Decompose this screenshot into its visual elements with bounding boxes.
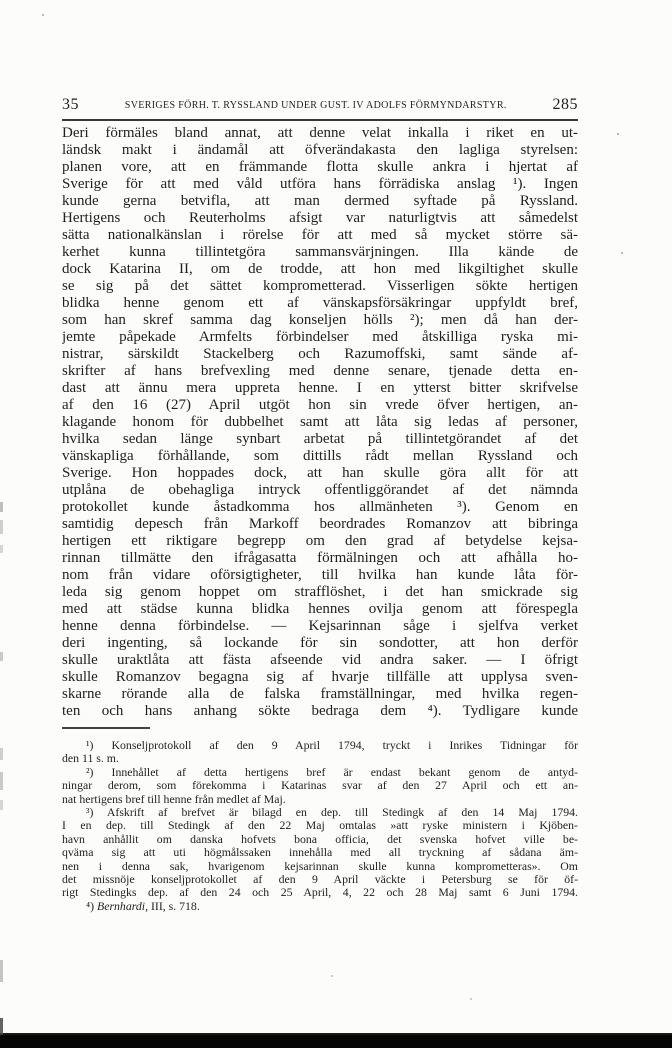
text-line: nen i denna sak, hvarigenom kejsarinnan skulle kunna komprometteras». Om bbox=[62, 859, 578, 873]
scan-speck bbox=[470, 998, 472, 1000]
text-line: se sig på det sättet komprometterad. Visserligen sökte hertigen bbox=[62, 278, 578, 294]
text-line: ¹) Konseljprotokoll af den 9 April 1794, tryckt i Inrikes Tidningar för bbox=[86, 739, 578, 752]
text-line: vänskapliga förhållande, som dittills rådt mellan Ryssland och bbox=[62, 448, 578, 464]
text-line: ten och hans anhang sökte bedraga dem ⁴). Tydligare kunde bbox=[62, 703, 578, 719]
text-line: utplåna de obehagliga intryck offentliggörandet af det nämnda bbox=[62, 482, 578, 498]
text-line: rigt Stedingks dep. af den 24 och 25 April, 4, 22 och 28 Maj samt 6 Juni 1794. bbox=[62, 886, 578, 900]
text-line: ningar derom, som förekomma i Katarinas svar af den 27 April och ett an- bbox=[62, 779, 578, 793]
text-line: blidka henne genom ett af vänskapsförsäkringar uppfyldt bref, bbox=[62, 295, 578, 311]
text-line: henne denna förbindelse. — Kejsarinnan såge i sjelfva verket bbox=[62, 618, 578, 634]
scan-edge-artifact bbox=[0, 800, 3, 810]
text-line: deri ingenting, så lockande för sin sondotter, att hon derför bbox=[62, 635, 578, 651]
text-line: Hertigens och Reuterholms afsigt var naturligtvis att såmedelst bbox=[62, 210, 578, 226]
sequence-number: 35 bbox=[62, 96, 79, 113]
text-line: skarne rörande alla de falska framställningar, med hvilka regen- bbox=[62, 686, 578, 702]
scan-edge-artifact bbox=[0, 772, 3, 790]
text-line: med att städse kunna blidka hennes ovilja genom att förespegla bbox=[62, 601, 578, 617]
scan-speck bbox=[621, 252, 623, 254]
text-line: dast att ännu mera uppreta henne. I en ytterst bitter skrifvelse bbox=[62, 380, 578, 396]
text-line: sätta nationalkänslan i rörelse för att med så mycket större sä- bbox=[62, 227, 578, 243]
text-line: leda sig genom hoppet om strafflöshet, i det han smickrade sig bbox=[62, 584, 578, 600]
text-line: nistrar, särskildt Stackelberg och Razumoffski, samt sände af- bbox=[62, 346, 578, 362]
scan-speck bbox=[331, 975, 333, 977]
text-line: skulle uraktlåta att fästa afseende vid andra saker. — I öfrigt bbox=[62, 652, 578, 668]
text-line: kunde gerna betvifla, att man dermed syftade på Ryssland. bbox=[62, 193, 578, 209]
text-line: dock Katarina II, om de trodde, att hon med likgiltighet skulle bbox=[62, 261, 578, 277]
text-line: I en dep. till Stedingk af den 22 Maj omtalas »att ryske ministern i Kjöben- bbox=[62, 819, 578, 833]
scan-edge-artifact bbox=[0, 1018, 3, 1035]
running-head bbox=[62, 96, 578, 116]
text-line: havn anhållit om danska hofvets bona officia, det svenska hofvet ville be- bbox=[62, 832, 578, 846]
page-number: 285 bbox=[552, 96, 578, 113]
header-rule bbox=[62, 119, 578, 121]
scan-edge-artifact bbox=[0, 545, 3, 553]
text-line: samtidig depesch från Markoff beordrades Romanzov att bibringa bbox=[62, 516, 578, 532]
text-line: det missnöje konseljprotokollet af den 9 April väckte i Petersburg se för öf- bbox=[62, 872, 578, 886]
body-text bbox=[62, 125, 578, 720]
text-line: kerhet kunna tillintetgöra sammansvärjningen. Illa kände de bbox=[62, 244, 578, 260]
text-line: af den 16 (27) April utgöt hon sin vrede öfver hertigen, an- bbox=[62, 397, 578, 413]
scan-edge-artifact bbox=[0, 960, 3, 982]
text-line: nom från vidare oförsigtigheter, till hvilka han kunde låta för- bbox=[62, 567, 578, 583]
text-line: skrifter af hans brefvexling med denne senare, tjenade detta en- bbox=[62, 363, 578, 379]
text-line: Deri förmäles bland annat, att denne velat inkalla i riket en ut- bbox=[62, 125, 578, 141]
text-line: ³) Afskrift af brefvet är bilagd en dep. till Stedingk af den 14 Maj 1794. bbox=[86, 805, 578, 819]
scan-speck bbox=[42, 14, 44, 16]
text-line: ⁴) Bernhardi, III, s. 718. bbox=[86, 899, 200, 913]
text-line: hertigen ett riktigare begrepp om den grad af betydelse kejsa- bbox=[62, 533, 578, 549]
text-line: planen vore, att en främmande flotta skulle ankra i hjertat af bbox=[62, 159, 578, 175]
text-line: klagande honom för dubbelhet samt att låta sig ledas af personer, bbox=[62, 414, 578, 430]
scan-edge-artifact bbox=[0, 502, 3, 512]
scan-edge-artifact bbox=[0, 520, 3, 534]
text-line: Sverige. Hon hoppades dock, att han skulle göra allt för att bbox=[62, 465, 578, 481]
text-line: som han skref samma dag konseljen hölls ²); men då han der- bbox=[62, 312, 578, 328]
text-line: nat hertigens bref till henne från medlet af Maj. bbox=[62, 792, 286, 806]
text-line: skulle Romanzov begagna sig af hvarje tillfälle att upplysa sven- bbox=[62, 669, 578, 685]
text-line: den 11 s. m. bbox=[62, 752, 119, 766]
text-line: Sverige för att med våld utföra hans förrädiska anslag ¹). Ingen bbox=[62, 176, 578, 192]
text-line: qväma sig att uti högmålssaken innehålla med all tryckning af sådana äm- bbox=[62, 846, 578, 860]
text-line: rinnan tillmätte den ifrågasatta förmälningen och att afhålla ho- bbox=[62, 550, 578, 566]
scan-speck bbox=[617, 133, 619, 135]
footnote-text bbox=[62, 739, 578, 913]
scan-edge-artifact bbox=[0, 748, 3, 760]
text-line: ländsk makt i ändamål att öfverändakasta den lagliga styrelsen: bbox=[62, 142, 578, 158]
scan-edge-artifact bbox=[0, 652, 3, 661]
text-line: jemte påpekade Armfelts förbindelser med åtskilliga ryska mi- bbox=[62, 329, 578, 345]
running-title: SVERIGES FÖRH. T. RYSSLAND UNDER GUST. IV ADOLFS FÖRMYNDARSTYR. bbox=[124, 100, 507, 111]
scan-bottom-band bbox=[0, 1033, 672, 1048]
text-line: ²) Innehållet af detta hertigens bref är endast bekant genom de antyd- bbox=[86, 765, 578, 779]
text-line: protokollet kunde åstadkomma hos allmänheten ³). Genom en bbox=[62, 499, 578, 515]
text-line: hvilka sedan länge synbart arbetat på tillintetgörandet af det bbox=[62, 431, 578, 447]
footnote-separator-rule bbox=[62, 727, 150, 729]
